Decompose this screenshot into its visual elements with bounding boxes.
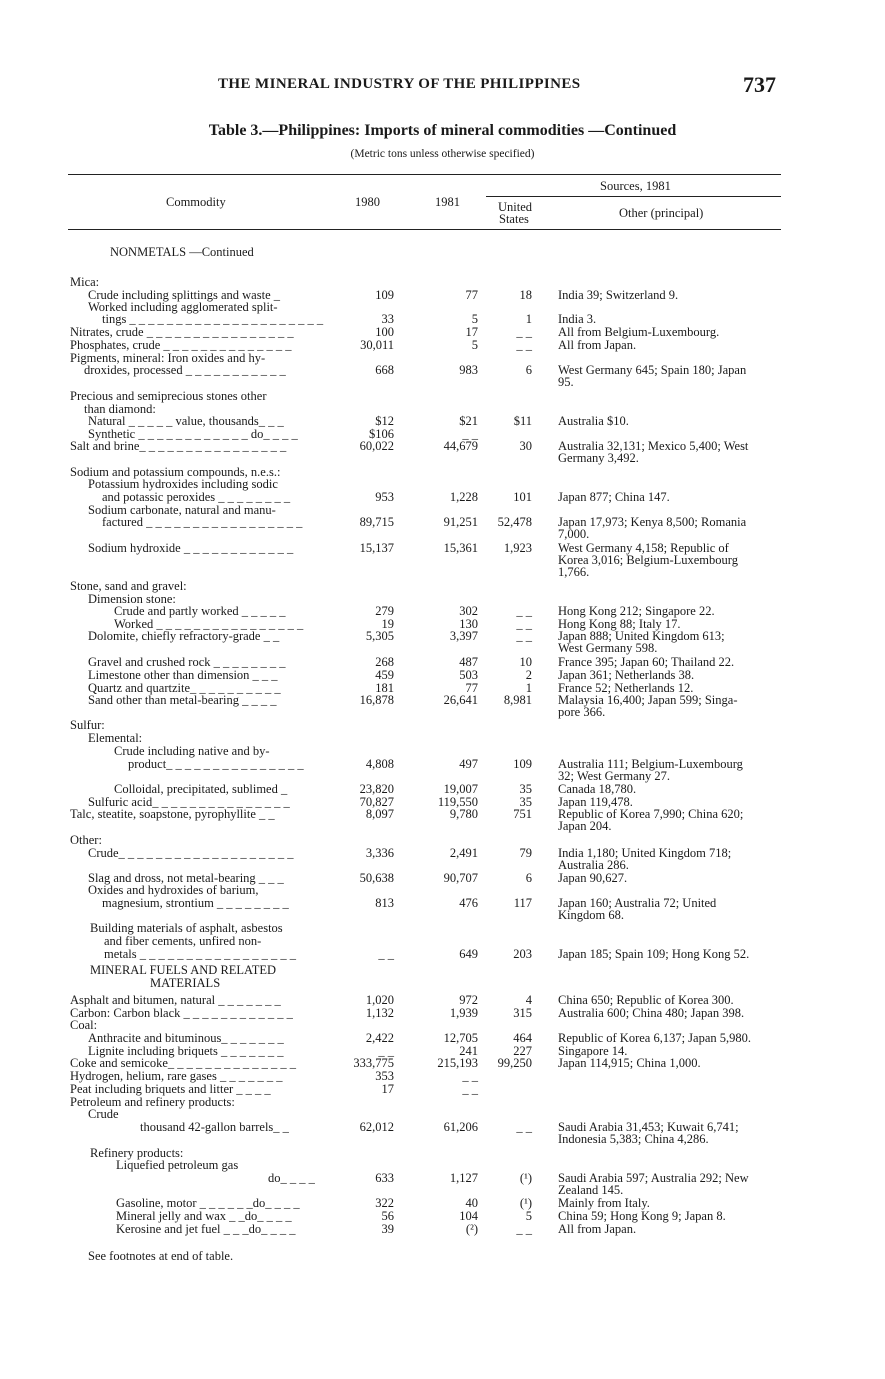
value-1980-cell: 279 [375, 604, 394, 618]
value-1981-cell: 40 [465, 1196, 478, 1210]
united-states-cell: _ _ [516, 325, 532, 339]
value-1981-cell: _ _ [462, 1082, 478, 1096]
other-sources-cell: Germany 3,492. [558, 451, 639, 465]
other-sources-cell: India 3. [558, 312, 597, 326]
other-sources-cell: Japan 17,973; Kenya 8,500; Romania [558, 515, 747, 529]
value-1980-cell: 17 [381, 1082, 394, 1096]
value-1980-cell: 953 [375, 490, 394, 504]
commodity-cell: do_ _ _ _ [268, 1171, 315, 1185]
table-title: Table 3.—Philippines: Imports of mineral commodities —Continued [208, 122, 677, 139]
united-states-cell: 2 [525, 668, 532, 682]
commodity-cell: tings _ _ _ _ _ _ _ _ _ _ _ _ _ _ _ _ _ _ _ _ _ [102, 312, 324, 326]
value-1981-cell: 3,397 [449, 629, 478, 643]
value-1980-cell: 89,715 [359, 515, 394, 529]
value-1980-cell: _ _ [378, 1044, 394, 1058]
commodity-cell: Carbon: Carbon black _ _ _ _ _ _ _ _ _ _ _ _ [70, 1006, 293, 1020]
value-1980-cell: 33 [381, 312, 394, 326]
commodity-cell: Sulfuric acid_ _ _ _ _ _ _ _ _ _ _ _ _ _ _ [88, 795, 290, 809]
header-other: Other (principal) [619, 206, 704, 220]
value-1980-cell: 333,775 [353, 1056, 394, 1070]
united-states-cell: (¹) [519, 1196, 532, 1210]
value-1981-cell: 17 [465, 325, 478, 339]
united-states-cell: 18 [519, 288, 532, 302]
united-states-cell: 203 [513, 947, 532, 961]
commodity-cell: Talc, steatite, soapstone, pyrophyllite _ _ [70, 807, 275, 821]
other-sources-cell: Mainly from Italy. [558, 1196, 650, 1210]
header-us-line2: States [499, 212, 529, 226]
commodity-cell: Petroleum and refinery products: [70, 1095, 235, 1109]
value-1980-cell: 181 [375, 681, 394, 695]
table-subtitle: (Metric tons unless otherwise specified) [350, 148, 535, 160]
value-1981-cell: 1,939 [449, 1006, 478, 1020]
commodity-cell: and fiber cements, unfired non- [104, 934, 262, 948]
value-1980-cell: 8,097 [365, 807, 394, 821]
value-1980-cell: 459 [375, 668, 394, 682]
other-sources-cell: China 650; Republic of Korea 300. [558, 993, 734, 1007]
value-1981-cell: 77 [465, 288, 478, 302]
united-states-cell: _ _ [516, 617, 532, 631]
table-row [0, 566, 885, 580]
commodity-cell: Sodium carbonate, natural and manu- [88, 503, 276, 517]
other-sources-cell: All from Japan. [558, 338, 637, 352]
united-states-cell: 6 [525, 363, 532, 377]
value-1980-cell: 15,137 [359, 541, 394, 555]
commodity-cell: Crude [88, 1107, 119, 1121]
table-row [0, 977, 885, 991]
other-sources-cell: Australia $10. [558, 414, 629, 428]
value-1981-cell: 104 [459, 1209, 478, 1223]
value-1980-cell: 268 [375, 655, 394, 669]
united-states-cell: 5 [525, 1209, 532, 1223]
other-sources-cell: pore 366. [558, 705, 606, 719]
value-1980-cell: 813 [375, 896, 394, 910]
commodity-cell: Peat including briquets and litter _ _ _ _ [70, 1082, 271, 1096]
united-states-cell: 99,250 [497, 1056, 532, 1070]
commodity-cell: Crude including splittings and waste _ [88, 288, 280, 302]
header-commodity: Commodity [166, 195, 226, 209]
value-1981-cell: 487 [459, 655, 478, 669]
header-us-line1: United [498, 200, 533, 214]
value-1980-cell: 19 [381, 617, 394, 631]
value-1981-cell: 9,780 [449, 807, 478, 821]
united-states-cell: 35 [519, 782, 532, 796]
other-sources-cell: Republic of Korea 6,137; Japan 5,980. [558, 1031, 752, 1045]
value-1980-cell: 353 [375, 1069, 394, 1083]
other-sources-cell: Indonesia 5,383; China 4,286. [558, 1132, 709, 1146]
other-sources-cell: Korea 3,016; Belgium-Luxembourg [558, 553, 738, 567]
value-1980-cell: 100 [375, 325, 394, 339]
value-1981-cell: 1,127 [449, 1171, 478, 1185]
value-1980-cell: 62,012 [359, 1120, 394, 1134]
other-sources-cell: Kingdom 68. [558, 908, 624, 922]
united-states-cell: 30 [519, 439, 532, 453]
other-sources-cell: 1,766. [558, 565, 590, 579]
other-sources-cell: Japan 160; Australia 72; United [558, 896, 717, 910]
commodity-cell: factured _ _ _ _ _ _ _ _ _ _ _ _ _ _ _ _ _ [102, 515, 303, 529]
commodity-cell: Dimension stone: [88, 592, 176, 606]
other-sources-cell: All from Belgium-Luxembourg. [558, 325, 720, 339]
other-sources-cell: Hong Kong 212; Singapore 22. [558, 604, 715, 618]
value-1981-cell: 119,550 [437, 795, 478, 809]
page-number: 737 [743, 72, 776, 97]
value-1981-cell: 130 [459, 617, 478, 631]
value-1981-cell: _ _ [462, 427, 478, 441]
united-states-cell: _ _ [516, 629, 532, 643]
value-1981-cell: 5 [471, 338, 478, 352]
united-states-cell: (¹) [519, 1171, 532, 1185]
united-states-cell: 751 [513, 807, 532, 821]
other-sources-cell: Japan 185; Spain 109; Hong Kong 52. [558, 947, 750, 961]
commodity-cell: Potassium hydroxides including sodic [88, 477, 278, 491]
other-sources-cell: Japan 114,915; China 1,000. [558, 1056, 701, 1070]
other-sources-cell: China 59; Hong Kong 9; Japan 8. [558, 1209, 726, 1223]
value-1981-cell: 44,679 [443, 439, 478, 453]
value-1980-cell: 30,011 [360, 338, 394, 352]
other-sources-cell: Japan 90,627. [558, 871, 628, 885]
united-states-cell: 101 [513, 490, 532, 504]
value-1980-cell: $106 [369, 427, 394, 441]
commodity-cell: Coal: [70, 1018, 98, 1032]
commodity-cell: Crude_ _ _ _ _ _ _ _ _ _ _ _ _ _ _ _ _ _ _ [88, 846, 294, 860]
other-sources-cell: Hong Kong 88; Italy 17. [558, 617, 681, 631]
commodity-cell: Salt and brine_ _ _ _ _ _ _ _ _ _ _ _ _ _ _ _ [70, 439, 287, 453]
value-1981-cell: 2,491 [449, 846, 478, 860]
commodity-cell: Natural _ _ _ _ _ value, thousands_ _ _ [88, 414, 284, 428]
commodity-cell: Oxides and hydroxides of barium, [88, 883, 259, 897]
commodity-cell: Crude including native and by- [114, 744, 270, 758]
commodity-cell: Sodium hydroxide _ _ _ _ _ _ _ _ _ _ _ _ [88, 541, 294, 555]
header-1981: 1981 [435, 195, 460, 209]
value-1981-cell: (²) [465, 1222, 478, 1236]
other-sources-cell: Republic of Korea 7,990; China 620; [558, 807, 744, 821]
commodity-cell: NONMETALS —Continued [110, 245, 254, 259]
value-1980-cell: 3,336 [365, 846, 394, 860]
other-sources-cell: 7,000. [558, 527, 590, 541]
other-sources-cell: Malaysia 16,400; Japan 599; Singa- [558, 693, 738, 707]
united-states-cell: 52,478 [497, 515, 532, 529]
value-1980-cell: 16,878 [359, 693, 394, 707]
value-1980-cell: 70,827 [359, 795, 394, 809]
commodity-cell: Synthetic _ _ _ _ _ _ _ _ _ _ _ _ do_ _ _ _ [88, 427, 298, 441]
commodity-cell: MINERAL FUELS AND RELATED [90, 963, 276, 977]
value-1980-cell: 1,132 [365, 1006, 394, 1020]
commodity-cell: Crude and partly worked _ _ _ _ _ [114, 604, 286, 618]
commodity-cell: droxides, processed _ _ _ _ _ _ _ _ _ _ _ [84, 363, 286, 377]
other-sources-cell: West Germany 645; Spain 180; Japan [558, 363, 747, 377]
commodity-cell: Pigments, mineral: Iron oxides and hy- [70, 351, 266, 365]
commodity-cell: Asphalt and bitumen, natural _ _ _ _ _ _ _ [70, 993, 281, 1007]
value-1981-cell: 302 [459, 604, 478, 618]
value-1980-cell: 633 [375, 1171, 394, 1185]
commodity-cell: and potassic peroxides _ _ _ _ _ _ _ _ [102, 490, 291, 504]
value-1980-cell: $12 [375, 414, 394, 428]
value-1980-cell: 1,020 [365, 993, 394, 1007]
value-1981-cell: 649 [459, 947, 478, 961]
footnote: See footnotes at end of table. [88, 1249, 234, 1263]
value-1981-cell: 15,361 [443, 541, 478, 555]
value-1980-cell: 109 [375, 288, 394, 302]
value-1981-cell: 61,206 [443, 1120, 478, 1134]
commodity-cell: Sodium and potassium compounds, n.e.s.: [70, 465, 281, 479]
other-sources-cell: Japan 119,478. [558, 795, 633, 809]
commodity-cell: Slag and dross, not metal-bearing _ _ _ [88, 871, 284, 885]
commodity-cell: Stone, sand and gravel: [70, 579, 187, 593]
table-row [0, 246, 885, 260]
table-row [0, 1133, 885, 1147]
commodity-cell: product_ _ _ _ _ _ _ _ _ _ _ _ _ _ _ [128, 757, 304, 771]
united-states-cell: 8,981 [503, 693, 532, 707]
commodity-cell: Worked _ _ _ _ _ _ _ _ _ _ _ _ _ _ _ _ [114, 617, 304, 631]
commodity-cell: Gravel and crushed rock _ _ _ _ _ _ _ _ [88, 655, 286, 669]
commodity-cell: Colloidal, precipitated, sublimed _ [114, 782, 288, 796]
commodity-cell: than diamond: [84, 402, 156, 416]
value-1981-cell: 476 [459, 896, 478, 910]
commodity-cell: Nitrates, crude _ _ _ _ _ _ _ _ _ _ _ _ _ _ _ _ [70, 325, 294, 339]
value-1981-cell: 91,251 [443, 515, 478, 529]
value-1980-cell: 56 [381, 1209, 394, 1223]
table-row [0, 706, 885, 720]
running-head: THE MINERAL INDUSTRY OF THE PHILIPPINES [218, 76, 581, 92]
commodity-cell: Coke and semicoke_ _ _ _ _ _ _ _ _ _ _ _ _ _ [70, 1056, 297, 1070]
table-row [0, 1223, 885, 1237]
value-1980-cell: 4,808 [365, 757, 394, 771]
commodity-cell: thousand 42-gallon barrels_ _ [140, 1120, 289, 1134]
united-states-cell: 117 [513, 896, 532, 910]
other-sources-cell: Australia 111; Belgium-Luxembourg [558, 757, 743, 771]
table-row [0, 452, 885, 466]
other-sources-cell: Australia 286. [558, 858, 629, 872]
other-sources-cell: Zealand 145. [558, 1183, 624, 1197]
united-states-cell: 227 [513, 1044, 532, 1058]
value-1980-cell: 2,422 [365, 1031, 394, 1045]
united-states-cell: 1 [525, 681, 532, 695]
commodity-cell: magnesium, strontium _ _ _ _ _ _ _ _ [102, 896, 289, 910]
commodity-cell: Hydrogen, helium, rare gases _ _ _ _ _ _ _ [70, 1069, 283, 1083]
table-row [0, 642, 885, 656]
value-1981-cell: 12,705 [443, 1031, 478, 1045]
other-sources-cell: France 52; Netherlands 12. [558, 681, 694, 695]
table-row [0, 528, 885, 542]
other-sources-cell: 95. [558, 375, 574, 389]
value-1981-cell: 1,228 [449, 490, 478, 504]
value-1980-cell: 60,022 [359, 439, 394, 453]
commodity-cell: Refinery products: [90, 1146, 184, 1160]
header-sources: Sources, 1981 [600, 179, 671, 193]
other-sources-cell: Canada 18,780. [558, 782, 637, 796]
value-1981-cell: $21 [459, 414, 478, 428]
value-1981-cell: 90,707 [443, 871, 478, 885]
value-1980-cell: 5,305 [365, 629, 394, 643]
value-1981-cell: 497 [459, 757, 478, 771]
other-sources-cell: Saudi Arabia 597; Australia 292; New [558, 1171, 749, 1185]
value-1981-cell: 5 [471, 312, 478, 326]
commodity-cell: Quartz and quartzite_ _ _ _ _ _ _ _ _ _ [88, 681, 281, 695]
other-sources-cell: Singapore 14. [558, 1044, 628, 1058]
other-sources-cell: India 1,180; United Kingdom 718; [558, 846, 732, 860]
commodity-cell: Gasoline, motor _ _ _ _ _ _do_ _ _ _ [116, 1196, 300, 1210]
value-1981-cell: _ _ [462, 1069, 478, 1083]
table-row [0, 964, 885, 978]
commodity-cell: Mineral jelly and wax _ _do_ _ _ _ [116, 1209, 292, 1223]
united-states-cell: 1 [525, 312, 532, 326]
other-sources-cell: Japan 888; United Kingdom 613; [558, 629, 725, 643]
united-states-cell: 464 [513, 1031, 532, 1045]
value-1981-cell: 972 [459, 993, 478, 1007]
commodity-cell: Mica: [70, 275, 100, 289]
other-sources-cell: Australia 32,131; Mexico 5,400; West [558, 439, 749, 453]
united-states-cell: _ _ [516, 1120, 532, 1134]
value-1981-cell: 26,641 [443, 693, 478, 707]
commodity-cell: Limestone other than dimension _ _ _ [88, 668, 278, 682]
value-1981-cell: 77 [465, 681, 478, 695]
commodity-cell: Building materials of asphalt, asbestos [90, 921, 283, 935]
value-1980-cell: 23,820 [359, 782, 394, 796]
table-row [0, 820, 885, 834]
other-sources-cell: Japan 361; Netherlands 38. [558, 668, 695, 682]
other-sources-cell: France 395; Japan 60; Thailand 22. [558, 655, 735, 669]
commodity-cell: Kerosine and jet fuel _ _ _do_ _ _ _ [116, 1222, 296, 1236]
other-sources-cell: West Germany 598. [558, 641, 658, 655]
other-sources-cell: All from Japan. [558, 1222, 637, 1236]
commodity-cell: Worked including agglomerated split- [88, 300, 278, 314]
united-states-cell: 1,923 [503, 541, 532, 555]
united-states-cell: 4 [525, 993, 532, 1007]
commodity-cell: MATERIALS [150, 976, 221, 990]
commodity-cell: Lignite including briquets _ _ _ _ _ _ _ [88, 1044, 284, 1058]
commodity-cell: Phosphates, crude _ _ _ _ _ _ _ _ _ _ _ _ _ _ [70, 338, 292, 352]
commodity-cell: Liquefied petroleum gas [116, 1158, 239, 1172]
table-row [0, 376, 885, 390]
value-1980-cell: 668 [375, 363, 394, 377]
united-states-cell: _ _ [516, 338, 532, 352]
table-row [0, 948, 885, 962]
united-states-cell: _ _ [516, 604, 532, 618]
value-1981-cell: 215,193 [437, 1056, 478, 1070]
united-states-cell: _ _ [516, 1222, 532, 1236]
other-sources-cell: Japan 204. [558, 819, 612, 833]
united-states-cell: 315 [513, 1006, 532, 1020]
commodity-cell: Dolomite, chiefly refractory-grade _ _ [88, 629, 280, 643]
commodity-cell: Sulfur: [70, 718, 105, 732]
other-sources-cell: Australia 600; China 480; Japan 398. [558, 1006, 745, 1020]
commodity-cell: Elemental: [88, 731, 143, 745]
united-states-cell: 6 [525, 871, 532, 885]
table-row [0, 1108, 885, 1122]
other-sources-cell: 32; West Germany 27. [558, 769, 670, 783]
commodity-cell: Other: [70, 833, 102, 847]
other-sources-cell: West Germany 4,158; Republic of [558, 541, 729, 555]
united-states-cell: 109 [513, 757, 532, 771]
value-1981-cell: 19,007 [443, 782, 478, 796]
value-1980-cell: 39 [381, 1222, 394, 1236]
commodity-cell: Precious and semiprecious stones other [70, 389, 267, 403]
table-row [0, 1159, 885, 1173]
value-1981-cell: 241 [459, 1044, 478, 1058]
value-1981-cell: 983 [459, 363, 478, 377]
commodity-cell: Sand other than metal-bearing _ _ _ _ [88, 693, 277, 707]
value-1980-cell: _ _ [378, 947, 394, 961]
united-states-cell: 10 [519, 655, 532, 669]
value-1980-cell: 50,638 [359, 871, 394, 885]
other-sources-cell: Japan 877; China 147. [558, 490, 670, 504]
commodity-cell: metals _ _ _ _ _ _ _ _ _ _ _ _ _ _ _ _ _ [104, 947, 297, 961]
value-1980-cell: 322 [375, 1196, 394, 1210]
other-sources-cell: India 39; Switzerland 9. [558, 288, 679, 302]
other-sources-cell: Saudi Arabia 31,453; Kuwait 6,741; [558, 1120, 739, 1134]
header-1980: 1980 [355, 195, 380, 209]
commodity-cell: Anthracite and bituminous_ _ _ _ _ _ _ [88, 1031, 284, 1045]
value-1981-cell: 503 [459, 668, 478, 682]
united-states-cell: $11 [513, 414, 532, 428]
united-states-cell: 79 [519, 846, 532, 860]
united-states-cell: 35 [519, 795, 532, 809]
